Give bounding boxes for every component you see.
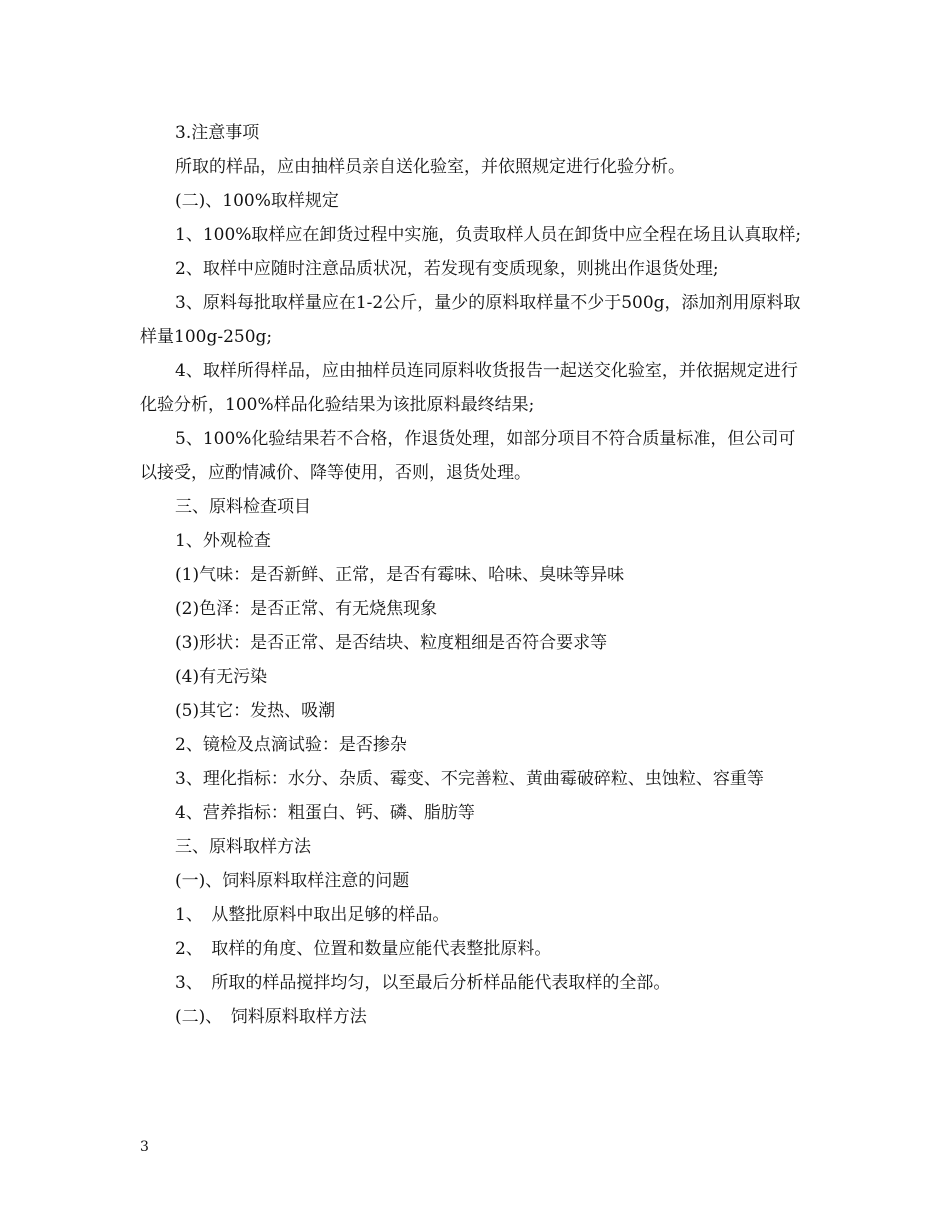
list-item-sampling-rule-5: 5、100%化验结果若不合格，作退货处理，如部分项目不符合质量标准，但公司可以接受，应酌情减价、降等使用，否则，退货处理。 xyxy=(140,429,796,483)
paragraph-sample-delivery: 所取的样品，应由抽样员亲自送化验室，并依照规定进行化验分析。 xyxy=(175,157,685,177)
page-number: 3 xyxy=(140,1139,149,1155)
list-item-odor: (1)气味：是否新鲜、正常，是否有霉味、哈味、臭味等异味 xyxy=(175,565,625,585)
list-item-shape: (3)形状：是否正常、是否结块、粒度粗细是否符合要求等 xyxy=(175,633,608,653)
list-item-sampling-rule-4: 4、取样所得样品，应由抽样员连同原料收货报告一起送交化验室，并依据规定进行化验分析，100%样品化验结果为该批原料最终结果; xyxy=(140,361,798,415)
subsection-heading-sampling-notes: (一)、饲料原料取样注意的问题 xyxy=(175,871,410,891)
subsection-heading-100-percent-sampling: (二)、100%取样规定 xyxy=(175,191,339,211)
list-item-note-1: 1、 从整批原料中取出足够的样品。 xyxy=(175,905,450,925)
document-body xyxy=(140,116,812,1034)
section-heading-notes: 3.注意事项 xyxy=(175,123,260,143)
subsection-heading-feed-sampling-method: (二)、 饲料原料取样方法 xyxy=(175,1007,367,1027)
list-item-sampling-rule-1: 1、100%取样应在卸货过程中实施，负责取样人员在卸货中应全程在场且认真取样; xyxy=(175,225,802,245)
list-item-microscopy: 2、镜检及点滴试验：是否掺杂 xyxy=(175,735,407,755)
list-item-physicochemical: 3、理化指标：水分、杂质、霉变、不完善粒、黄曲霉破碎粒、虫蚀粒、容重等 xyxy=(175,769,764,789)
list-item-sampling-rule-2: 2、取样中应随时注意品质状况，若发现有变质现象，则挑出作退货处理; xyxy=(175,259,719,279)
section-heading-inspection-items: 三、原料检查项目 xyxy=(175,497,311,517)
list-item-sampling-rule-3: 3、原料每批取样量应在1-2公斤，量少的原料取样量不少于500g，添加剂用原料取样量100g-250g; xyxy=(140,293,801,347)
list-item-color: (2)色泽：是否正常、有无烧焦现象 xyxy=(175,599,438,619)
list-item-note-2: 2、 取样的角度、位置和数量应能代表整批原料。 xyxy=(175,939,552,959)
list-item-visual-inspection: 1、外观检查 xyxy=(175,531,271,551)
list-item-nutrition: 4、营养指标：粗蛋白、钙、磷、脂肪等 xyxy=(175,803,475,823)
list-item-note-3: 3、 所取的样品搅拌均匀，以至最后分析样品能代表取样的全部。 xyxy=(175,973,671,993)
list-item-other: (5)其它：发热、吸潮 xyxy=(175,701,336,721)
list-item-contamination: (4)有无污染 xyxy=(175,667,268,687)
section-heading-sampling-method: 三、原料取样方法 xyxy=(175,837,311,857)
